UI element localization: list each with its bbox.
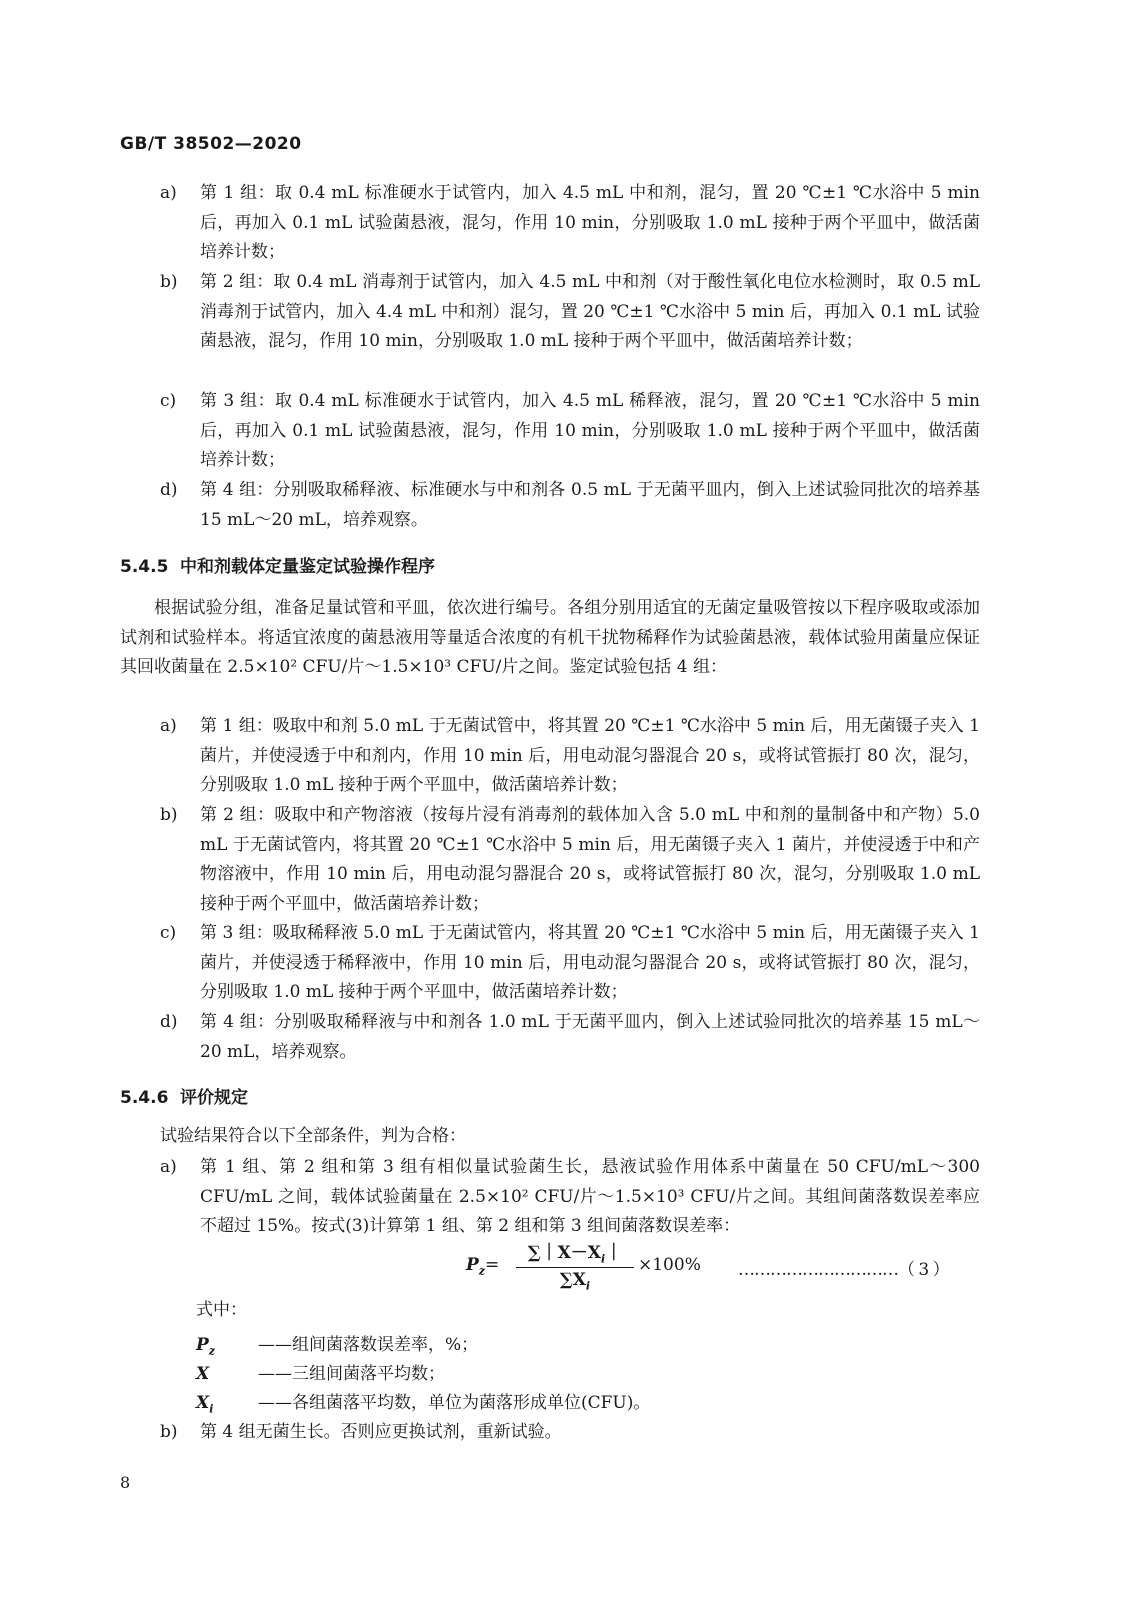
formula-numerator: $\sum|X-X_i|$ [527, 1243, 623, 1266]
section-number: 5.4.5 [120, 557, 169, 577]
list-item-text: 第 3 组：吸取稀释液 5.0 mL 于无菌试管内，将其置 20 ℃±1 ℃水浴中 5 min 后，用无菌镊子夹入 1 菌片，并使浸透于稀释液中，作用 10 min 后，用电动混匀器混合 20 s，或将试管振打 80 次，混匀，分别吸取 1.0 mL 接种于两个平皿中，做活菌培养计数； [200, 923, 980, 1002]
list-item-marker: b) [160, 1422, 178, 1442]
list-item [160, 919, 980, 1008]
section-intro-paragraph: 根据试验分组，准备足量试管和平皿，依次进行编号。各组分别用适宜的无菌定量吸管按以下程序吸取或添加试剂和试验样本。将适宜浓度的菌悬液用等量适合浓度的有机干扰物稀释作为试验菌悬液，载体试验用菌量应保证其回收菌量在 2.5×10² CFU/片～1.5×10³ CFU/片之间。鉴定试验包括 4 组： [120, 598, 980, 677]
equation-label: …………………………（ 3 ） [738, 1260, 949, 1280]
list-item-text: 第 1 组：取 0.4 mL 标准硬水于试管内，加入 4.5 mL 中和剂，混匀，置 20 ℃±1 ℃水浴中 5 min后，再加入 0.1 mL 试验菌悬液，混匀，作用 10 min，分别吸取 1.0 mL 接种于两个平皿中，做活菌培养计数； [200, 183, 980, 262]
section-title: 中和剂载体定量鉴定试验操作程序 [180, 557, 435, 577]
variable-description: ——各组菌落平均数，单位为菌落形成单位(CFU)。 [258, 1393, 651, 1413]
list-item [160, 387, 980, 476]
list-item [160, 268, 980, 357]
section-number: 5.4.6 [120, 1088, 169, 1108]
list-item-marker: b) [160, 805, 178, 825]
page-number: 8 [120, 1473, 131, 1492]
list-item-text: 第 1 组、第 2 组和第 3 组有相似量试验菌生长，悬液试验作用体系中菌量在 50 CFU/mL～300 CFU/mL 之间，载体试验菌量在 2.5×10² CFU/片～1.5×10³ CFU/片之间。其组间菌落数误差率应不超过 15%。按式(3)计算第 1 组、第 2 组和第 3 组间菌落数误差率： [200, 1157, 980, 1236]
document-code-header: GB/T 38502—2020 [120, 134, 302, 154]
list-item-marker: d) [160, 480, 178, 500]
list-item-marker: c) [160, 923, 177, 943]
list-item-text: 第 2 组：吸取中和产物溶液（按每片浸有消毒剂的载体加入含 5.0 mL 中和剂的量制备中和产物）5.0 mL 于无菌试管内，将其置 20 ℃±1 ℃水浴中 5 min 后，用无菌镊子夹入 1 菌片，并使浸透于中和产物溶液中，作用 10 min 后，用电动混匀器混合 20 s，或将试管振打 80 次，混匀，分别吸取 1.0 mL 接种于两个平皿中，做活菌培养计数； [200, 805, 980, 914]
variable-description: ——三组间菌落平均数； [258, 1364, 445, 1384]
variable-symbol: X [196, 1393, 210, 1413]
list-item-marker: a) [160, 183, 177, 203]
variable-definition: $P_z$ ——组间菌落数误差率，%； [196, 1335, 479, 1358]
section-heading-5-4-5 [120, 552, 435, 577]
list-item-text: 第 1 组：吸取中和剂 5.0 mL 于无菌试管中，将其置 20 ℃±1 ℃水浴中 5 min 后，用无菌镊子夹入 1 菌片，并使浸透于中和剂内，作用 10 min 后，用电动混匀器混合 20 s，或将试管振打 80 次，混匀，分别吸取 1.0 mL 接种于两个平皿中，做活菌培养计数； [200, 716, 980, 795]
list-item [160, 476, 980, 535]
list-item-marker: c) [160, 391, 177, 411]
list-item-marker: a) [160, 1157, 177, 1177]
list-item-text: 第 4 组：分别吸取稀释液、标准硬水与中和剂各 0.5 mL 于无菌平皿内，倒入上述试验同批次的培养基 15 mL～20 mL，培养观察。 [200, 480, 980, 530]
list-item [160, 801, 980, 919]
section-heading-5-4-6 [120, 1083, 248, 1108]
variable-definition: $X_i$ ——各组菌落平均数，单位为菌落形成单位(CFU)。 [196, 1393, 651, 1416]
list-item [160, 1418, 980, 1448]
variable-description: ——组间菌落数误差率，%； [258, 1335, 479, 1355]
list-item [160, 1008, 980, 1067]
list-item-text: 第 4 组无菌生长。否则应更换试剂，重新试验。 [200, 1422, 562, 1442]
formula-lhs: $P_z=$ [466, 1255, 500, 1278]
variable-symbol: P [196, 1335, 209, 1355]
variable-definition [196, 1359, 445, 1386]
list-item [160, 712, 980, 801]
list-item-marker: a) [160, 716, 177, 736]
formula-denominator: $\sum X_i$ [559, 1270, 591, 1293]
list-item-marker: d) [160, 1012, 178, 1032]
formula-fraction [516, 1238, 634, 1293]
list-item-marker: b) [160, 272, 178, 292]
evaluation-intro: 试验结果符合以下全部条件，判为合格： [160, 1126, 466, 1146]
variable-symbol: X [196, 1364, 210, 1384]
list-item [160, 1153, 980, 1242]
section-title: 评价规定 [180, 1088, 248, 1108]
formula-multiplier: ×100% [638, 1255, 701, 1275]
list-item-text: 第 3 组：取 0.4 mL 标准硬水于试管内，加入 4.5 mL 稀释液，混匀，置 20 ℃±1 ℃水浴中 5 min后，再加入 0.1 mL 试验菌悬液，混匀，作用 10 min，分别吸取 1.0 mL 接种于两个平皿中，做活菌培养计数； [200, 391, 980, 470]
list-item [160, 179, 980, 268]
list-item-text: 第 2 组：取 0.4 mL 消毒剂于试管内，加入 4.5 mL 中和剂（对于酸性氧化电位水检测时，取 0.5 mL 消毒剂于试管内，加入 4.4 mL 中和剂）混匀，置 20 ℃±1 ℃水浴中 5 min 后，再加入 0.1 mL 试验菌悬液，混匀，作用 10 min，分别吸取 1.0 mL 接种于两个平皿中，做活菌培养计数； [200, 272, 980, 351]
where-label: 式中： [196, 1300, 247, 1320]
list-item-text: 第 4 组：分别吸取稀释液与中和剂各 1.0 mL 于无菌平皿内，倒入上述试验同批次的培养基 15 mL～20 mL，培养观察。 [200, 1012, 980, 1062]
